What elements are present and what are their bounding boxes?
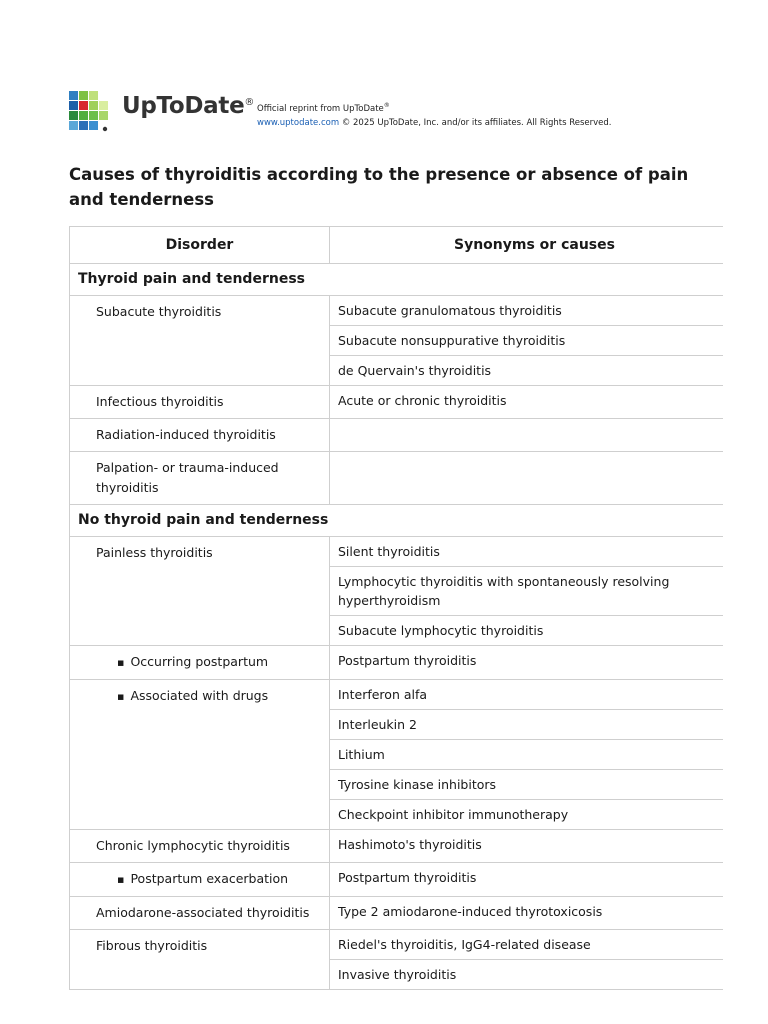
synonyms-cell xyxy=(330,452,724,505)
reprint-header xyxy=(69,91,729,133)
synonym-item: Checkpoint inhibitor immunotherapy xyxy=(330,799,723,829)
synonym-item: Subacute granulomatous thyroiditis xyxy=(338,303,562,318)
section-row xyxy=(70,264,724,296)
uptodate-logo-icon xyxy=(69,91,109,133)
disorder-cell: ▪ Postpartum exacerbation xyxy=(70,863,330,897)
table-row xyxy=(70,930,724,990)
synonym-item: Lithium xyxy=(330,739,723,769)
synonyms-cell xyxy=(330,419,724,452)
section-heading: No thyroid pain and tenderness xyxy=(70,505,724,537)
synonyms-cell xyxy=(330,897,724,930)
disorder-cell: Painless thyroiditis xyxy=(70,537,330,646)
table-row xyxy=(70,863,724,897)
synonym-item: Subacute lymphocytic thyroiditis xyxy=(330,615,723,645)
column-header-disorder: Disorder xyxy=(70,227,330,264)
synonyms-cell xyxy=(330,830,724,863)
synonym-item xyxy=(330,452,723,481)
table-row xyxy=(70,296,724,386)
disorder-cell: Infectious thyroiditis xyxy=(70,386,330,419)
table-row xyxy=(70,897,724,930)
disorder-cell: Subacute thyroiditis xyxy=(70,296,330,386)
disorder-cell: Palpation- or trauma-induced thyroiditis xyxy=(70,452,330,505)
synonym-item: Silent thyroiditis xyxy=(338,544,440,559)
synonyms-cell xyxy=(330,646,724,680)
synonym-item xyxy=(330,419,723,448)
table-row xyxy=(70,830,724,863)
synonym-item: de Quervain's thyroiditis xyxy=(330,355,723,385)
page-title: Causes of thyroiditis according to the presence or absence of pain and tenderness xyxy=(69,165,689,209)
table-row xyxy=(70,646,724,680)
synonym-item: Tyrosine kinase inhibitors xyxy=(330,769,723,799)
column-header-synonyms: Synonyms or causes xyxy=(330,227,724,264)
section-row xyxy=(70,505,724,537)
table-row xyxy=(70,419,724,452)
synonym-item: Acute or chronic thyroiditis xyxy=(338,393,507,408)
thyroiditis-table-wrap xyxy=(69,226,723,990)
disorder-cell: Chronic lymphocytic thyroiditis xyxy=(70,830,330,863)
brand-name: UpToDate® xyxy=(122,93,255,119)
synonyms-cell xyxy=(330,863,724,897)
synonym-item: Postpartum thyroiditis xyxy=(338,653,477,668)
table-row xyxy=(70,452,724,505)
thyroiditis-table xyxy=(69,226,723,990)
disorder-cell: Radiation-induced thyroiditis xyxy=(70,419,330,452)
table-row xyxy=(70,537,724,646)
disorder-cell: Fibrous thyroiditis xyxy=(70,930,330,990)
synonym-item: Invasive thyroiditis xyxy=(330,959,723,989)
synonym-item: Hashimoto's thyroiditis xyxy=(338,837,482,852)
synonym-item: Riedel's thyroiditis, IgG4-related disease xyxy=(338,937,591,952)
synonyms-cell xyxy=(330,537,724,646)
synonyms-cell xyxy=(330,680,724,830)
synonyms-cell xyxy=(330,386,724,419)
disorder-cell: Amiodarone-associated thyroiditis xyxy=(70,897,330,930)
synonym-item: Interferon alfa xyxy=(338,687,428,702)
disorder-cell: ▪ Associated with drugs xyxy=(70,680,330,830)
synonyms-cell xyxy=(330,930,724,990)
synonym-item: Postpartum thyroiditis xyxy=(338,870,477,885)
synonym-item: Type 2 amiodarone-induced thyrotoxicosis xyxy=(338,904,603,919)
synonyms-cell xyxy=(330,296,724,386)
uptodate-link[interactable]: www.uptodate.com xyxy=(257,117,340,128)
table-row xyxy=(70,680,724,830)
reprint-notice: Official reprint from UpToDate® www.uptodate.com © 2025 UpToDate, Inc. and/or its affiliates. All Rights Reserved. xyxy=(257,102,612,128)
section-heading: Thyroid pain and tenderness xyxy=(70,264,724,296)
table-row xyxy=(70,386,724,419)
synonym-item: Interleukin 2 xyxy=(330,709,723,739)
synonym-item: Lymphocytic thyroiditis with spontaneously resolving hyperthyroidism xyxy=(330,566,723,615)
disorder-cell: ▪ Occurring postpartum xyxy=(70,646,330,680)
synonym-item: Subacute nonsuppurative thyroiditis xyxy=(330,325,723,355)
table-body xyxy=(70,264,724,990)
